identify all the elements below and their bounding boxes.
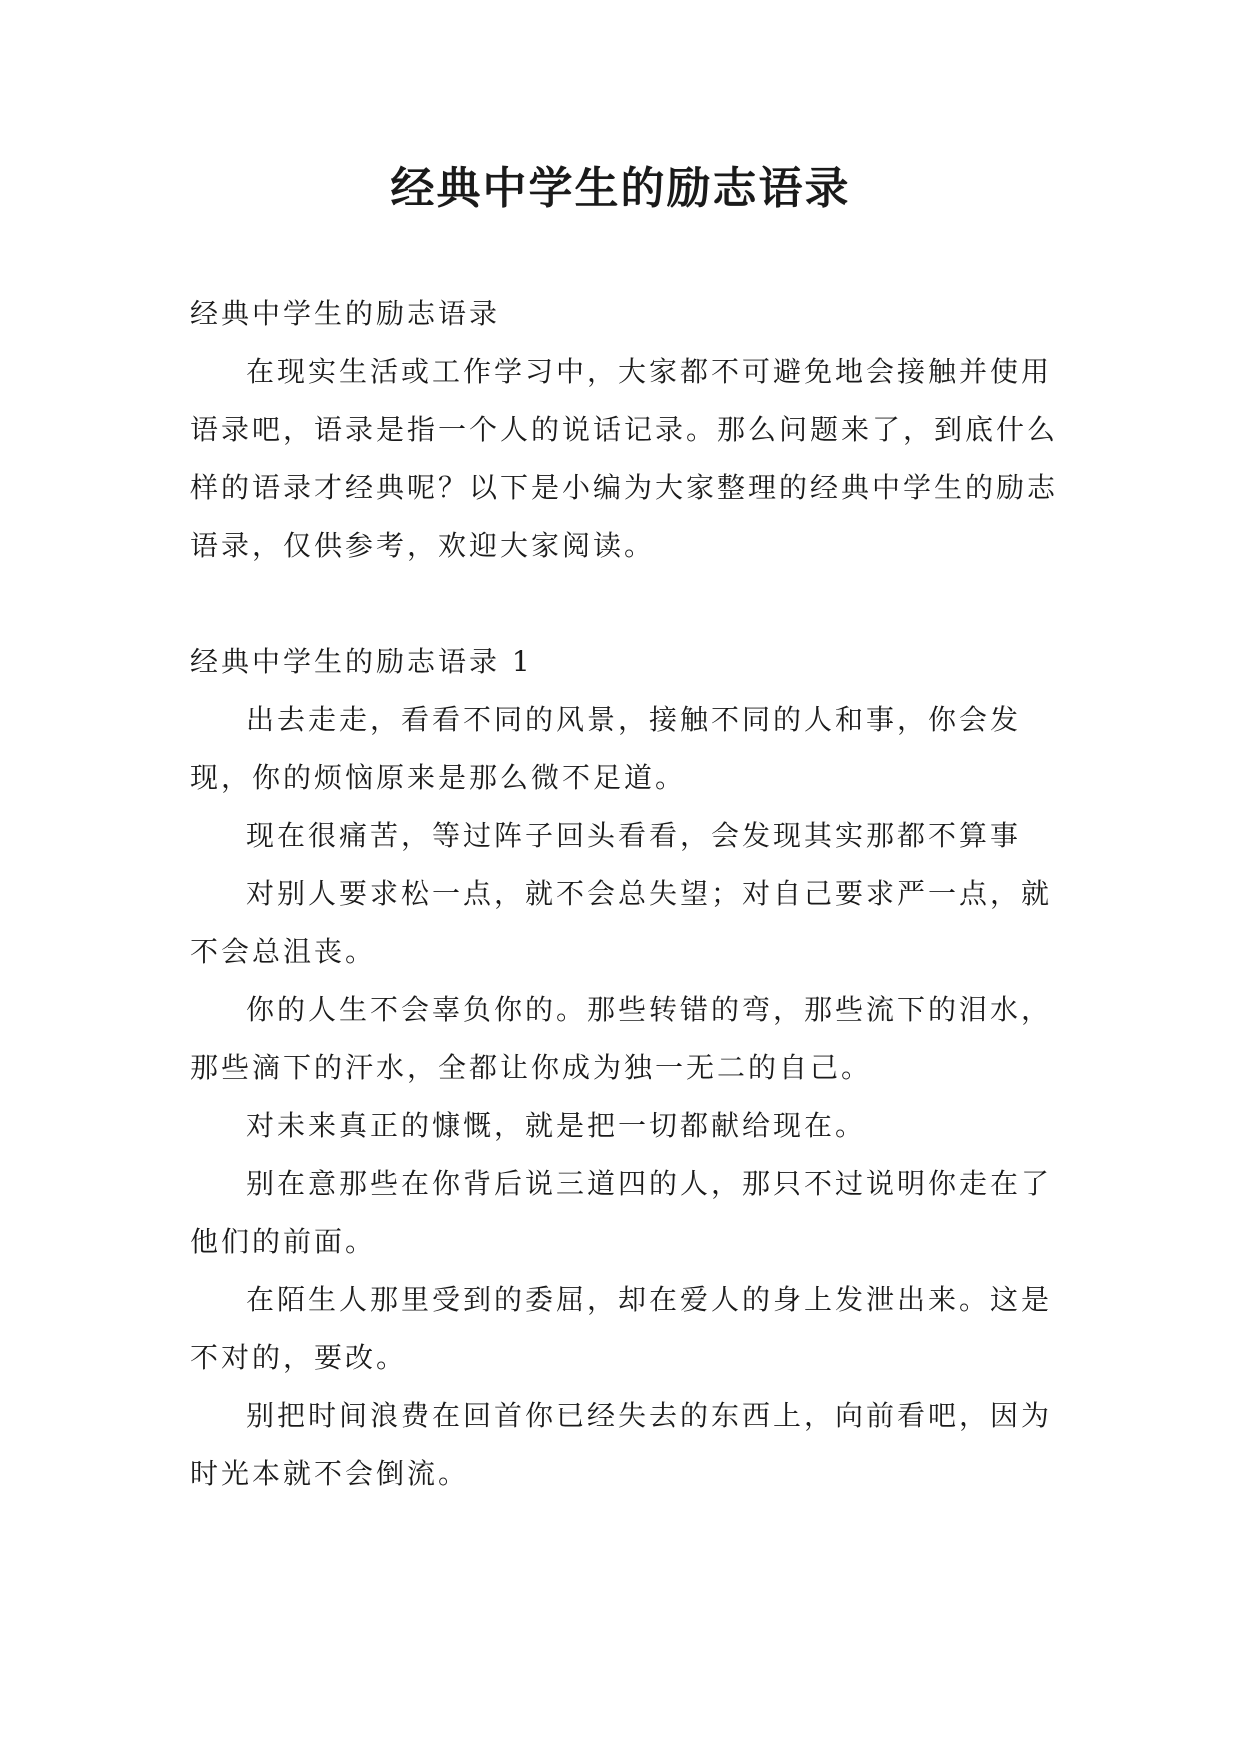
intro-heading: 经典中学生的励志语录	[190, 297, 501, 330]
quote-paragraph: 现在很痛苦，等过阵子回头看看，会发现其实那都不算事	[246, 819, 1022, 852]
intro-paragraph: 在现实生活或工作学习中，大家都不可避免地会接触并使用语录吧，语录是指一个人的说话记录。那么问题来了，到底什么样的语录才经典呢？以下是小编为大家整理的经典中学生的励志语录，仅供参考，欢迎大家阅读。	[190, 355, 1059, 562]
quote-paragraph: 你的人生不会辜负你的。那些转错的弯，那些流下的泪水，那些滴下的汗水，全都让你成为独一无二的自己。	[190, 993, 1053, 1084]
document-body	[190, 285, 1060, 1503]
document-title: 经典中学生的励志语录	[390, 163, 851, 214]
section-heading: 经典中学生的励志语录 1	[190, 645, 533, 678]
quote-paragraph: 出去走走，看看不同的风景，接触不同的人和事，你会发现，你的烦恼原来是那么微不足道。	[190, 703, 1022, 794]
quote-paragraph: 别在意那些在你背后说三道四的人，那只不过说明你走在了他们的前面。	[190, 1167, 1053, 1258]
quote-paragraph: 别把时间浪费在回首你已经失去的东西上，向前看吧，因为时光本就不会倒流。	[190, 1399, 1053, 1490]
quote-paragraph: 对未来真正的慷慨，就是把一切都献给现在。	[246, 1109, 867, 1142]
section-spacer	[190, 575, 1060, 633]
quote-paragraph: 在陌生人那里受到的委屈，却在爱人的身上发泄出来。这是不对的，要改。	[190, 1283, 1053, 1374]
quote-paragraph: 对别人要求松一点，就不会总失望；对自己要求严一点，就不会总沮丧。	[190, 877, 1053, 968]
